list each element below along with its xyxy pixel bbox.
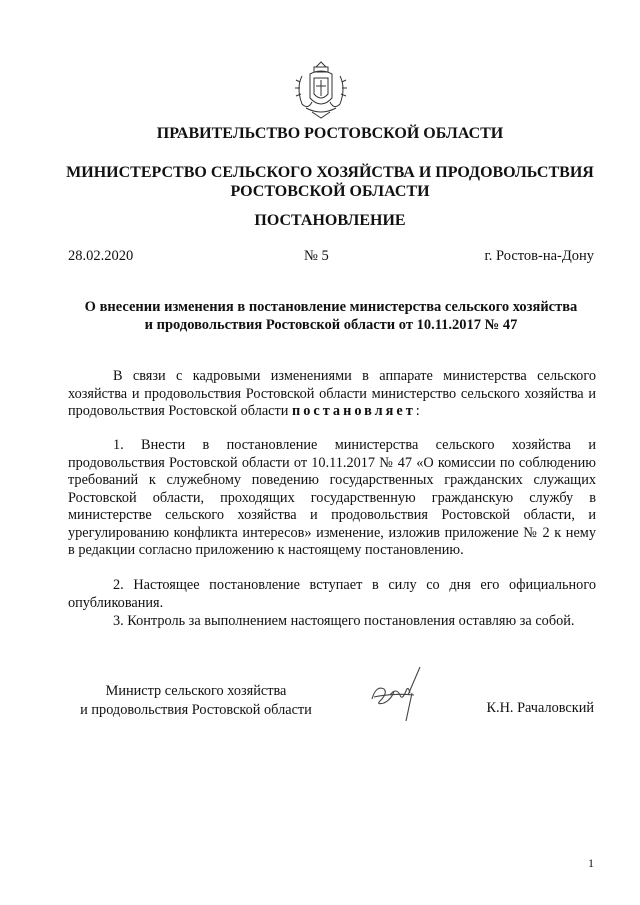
signatory-name: К.Н. Рачаловский [486,700,594,716]
signatory-position-line1: Министр сельского хозяйства [105,683,287,699]
page-number: 1 [588,856,594,870]
ministry-heading [60,163,600,201]
document-title-line1: О внесении изменения в постановление министерства сельского хозяйства [84,299,578,315]
signatory-position-line2: и продовольствия Ростовской области [80,702,312,718]
item-3: 3. Контроль за выполнением настоящего постановления оставляю за собой. [113,613,575,629]
document-title-line2: и продовольствия Ростовской области от 10.11.2017 № 47 [144,317,518,333]
handwritten-signature-icon [362,655,434,727]
document-title [66,298,596,334]
document-date: 28.02.2020 [68,248,134,264]
document-city: г. Ростов-на-Дону [484,248,594,264]
item-2: 2. Настоящее постановление вступает в силу со дня его официального опубликования. [68,577,596,611]
government-heading: ПРАВИТЕЛЬСТВО РОСТОВСКОЙ ОБЛАСТИ [156,125,504,142]
item-1: 1. Внести в постановление министерства сельского хозяйства и продовольствия Ростовской области от 10.11.2017 № 47 «О комиссии по соблюдению требований к служебному поведению государственных гражданских служащих Ростовской области, проходящих государственную гражданскую службу в министерстве сельского хозяйства и продовольствия Ростовской области, и урегулированию конфликта интересов» изменение, изложив приложение № 2 к нему в редакции согласно приложению к настоящему постановлению. [68,437,596,558]
intro-paragraph [68,368,596,421]
intro-text: В связи с кадровыми изменениями в аппарате министерства сельского хозяйства и продовольствия Ростовской области министерство сельского хозяйства и продовольствия Ростовской области [68,368,596,419]
document-type: ПОСТАНОВЛЕНИЕ [254,212,406,229]
ministry-heading-line1: МИНИСТЕРСТВО СЕЛЬСКОГО ХОЗЯЙСТВА И ПРОДОВОЛЬСТВИЯ [66,164,594,181]
resolves-verb: постановляет [292,403,416,419]
intro-end: : [415,403,420,419]
signatory-position [66,682,326,720]
document-number: № 5 [304,248,329,264]
ministry-heading-line2: РОСТОВСКОЙ ОБЛАСТИ [230,183,430,200]
coat-of-arms-icon [292,58,350,120]
